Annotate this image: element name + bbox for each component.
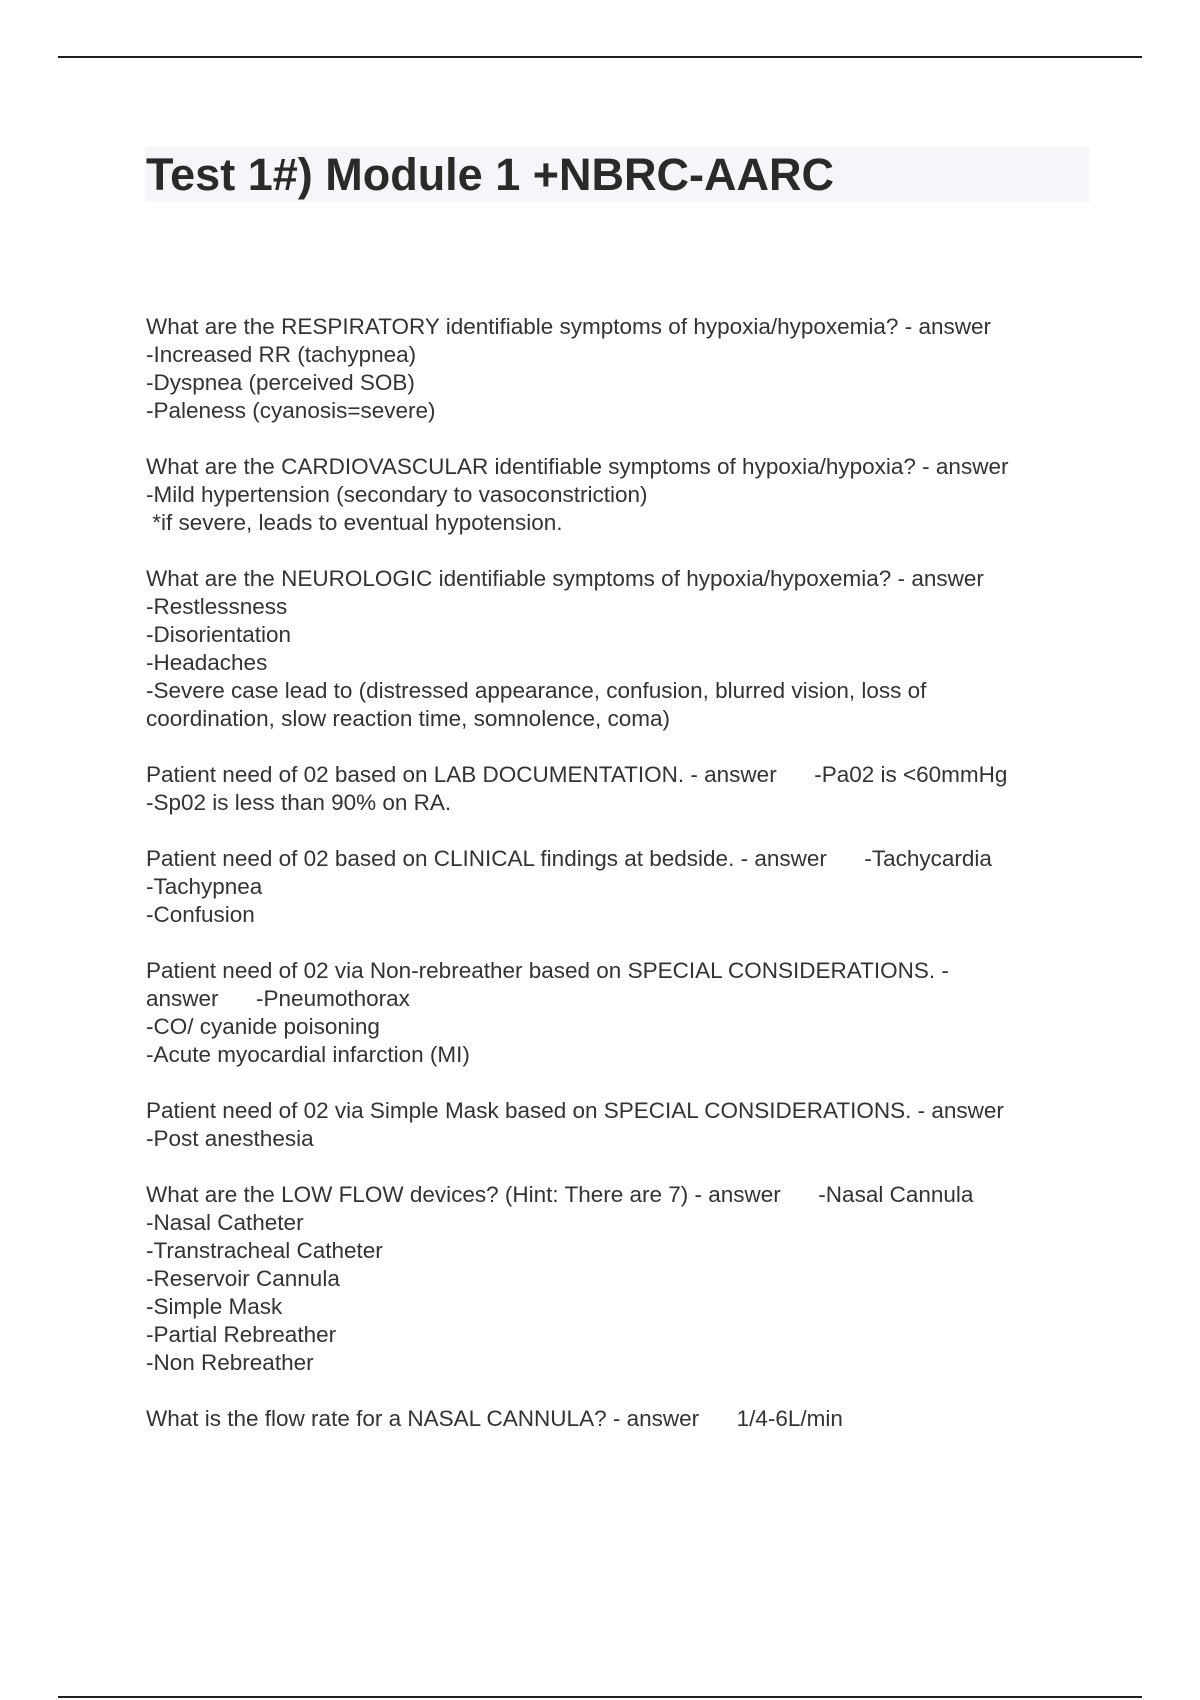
qa-answer-line: -CO/ cyanide poisoning [146, 1014, 380, 1039]
qa-block [146, 313, 1096, 425]
qa-answer-line: -Acute myocardial infarction (MI) [146, 1042, 470, 1067]
qa-block [146, 453, 1096, 537]
qa-answer-line: -Sp02 is less than 90% on RA. [146, 790, 452, 815]
qa-answer-line: -Disorientation [146, 622, 292, 647]
qa-answer-line: -Transtracheal Catheter [146, 1238, 383, 1263]
qa-answer-line: coordination, slow reaction time, somnolence, coma) [146, 706, 670, 731]
qa-block [146, 957, 1096, 1069]
qa-block [146, 565, 1096, 733]
qa-answer-line: -Partial Rebreather [146, 1322, 337, 1347]
qa-answer-line: answer -Pneumothorax [146, 986, 410, 1011]
qa-answer-line: -Increased RR (tachypnea) [146, 342, 417, 367]
qa-block [146, 1181, 1096, 1377]
header-rule [58, 56, 1142, 58]
qa-answer-line: -Reservoir Cannula [146, 1266, 340, 1291]
qa-question-line: Patient need of 02 via Non-rebreather based on SPECIAL CONSIDERATIONS. - [146, 958, 949, 983]
qa-question-line: Patient need of 02 via Simple Mask based on SPECIAL CONSIDERATIONS. - answer [146, 1098, 1004, 1123]
qa-answer-line: -Mild hypertension (secondary to vasoconstriction) [146, 482, 648, 507]
qa-answer-line: -Dyspnea (perceived SOB) [146, 370, 415, 395]
qa-answer-line: -Post anesthesia [146, 1126, 314, 1151]
qa-question-line: What are the RESPIRATORY identifiable symptoms of hypoxia/hypoxemia? - answer [146, 314, 991, 339]
qa-answer-line: -Paleness (cyanosis=severe) [146, 398, 436, 423]
qa-answer-line: -Headaches [146, 650, 268, 675]
qa-answer-line: -Non Rebreather [146, 1350, 314, 1375]
qa-question-line: Patient need of 02 based on LAB DOCUMENTATION. - answer -Pa02 is <60mmHg [146, 762, 1008, 787]
qa-answer-line: -Tachypnea [146, 874, 263, 899]
footer-rule [58, 1696, 1142, 1698]
qa-block [146, 761, 1096, 817]
qa-answer-line: -Simple Mask [146, 1294, 283, 1319]
qa-block [146, 845, 1096, 929]
qa-answer-line: *if severe, leads to eventual hypotension. [146, 510, 563, 535]
qa-answer-line: -Restlessness [146, 594, 288, 619]
qa-block [146, 1405, 1096, 1433]
qa-question-line: What are the CARDIOVASCULAR identifiable symptoms of hypoxia/hypoxia? - answer [146, 454, 1009, 479]
qa-block [146, 1097, 1096, 1153]
qa-answer-line: -Confusion [146, 902, 255, 927]
qa-question-line: What are the NEUROLOGIC identifiable symptoms of hypoxia/hypoxemia? - answer [146, 566, 984, 591]
qa-answer-line: -Nasal Catheter [146, 1210, 304, 1235]
qa-question-line: Patient need of 02 based on CLINICAL findings at bedside. - answer -Tachycardia [146, 846, 992, 871]
document-title: Test 1#) Module 1 +NBRC-AARC [146, 149, 834, 200]
qa-list [146, 313, 1096, 1461]
qa-answer-line: -Severe case lead to (distressed appearance, confusion, blurred vision, loss of [146, 678, 927, 703]
qa-question-line: What is the flow rate for a NASAL CANNULA? - answer 1/4-6L/min [146, 1406, 843, 1431]
qa-question-line: What are the LOW FLOW devices? (Hint: There are 7) - answer -Nasal Cannula [146, 1182, 974, 1207]
